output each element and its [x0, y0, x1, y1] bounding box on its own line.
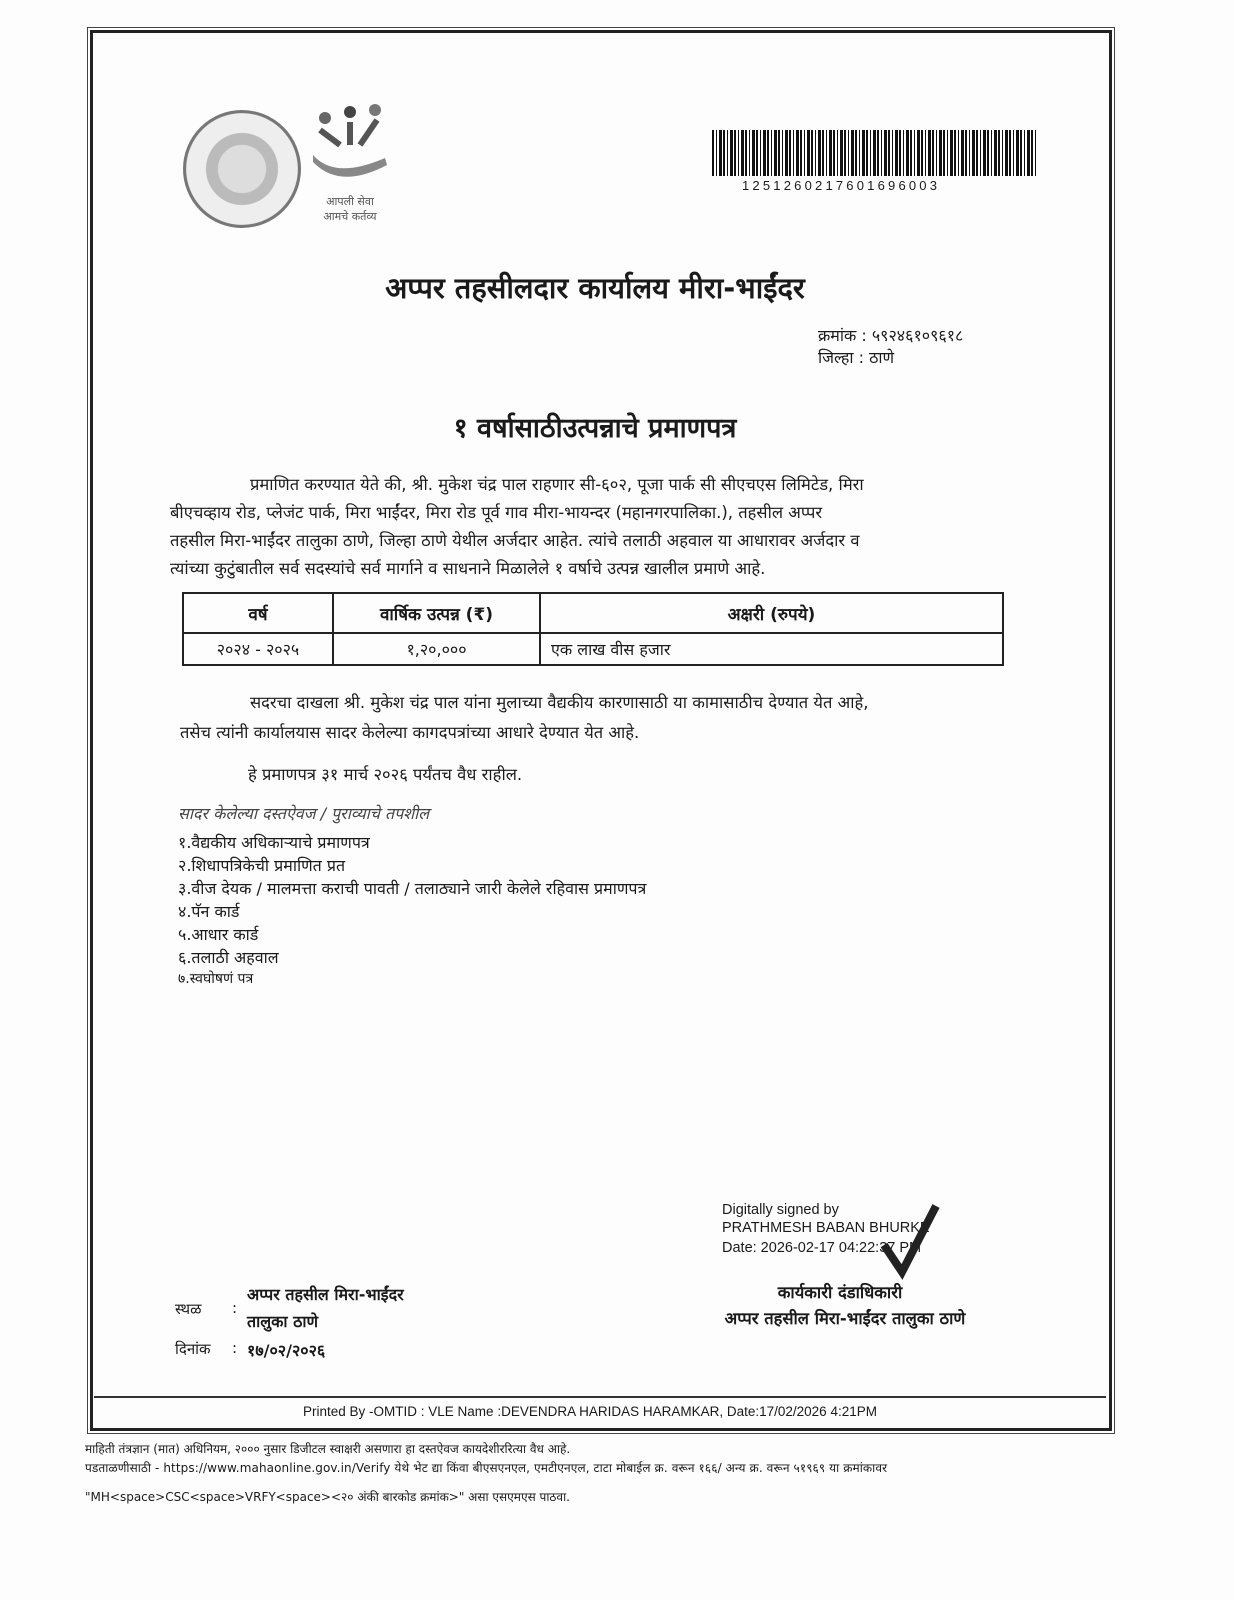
barcode-number: 1251260217601696003 [742, 178, 941, 193]
printed-by: Printed By -OMTID : VLE Name :DEVENDRA HARIDAS HARAMKAR, Date:17/02/2026 4:21PM [303, 1404, 877, 1419]
document-item: २.शिधापत्रिकेची प्रमाणित प्रत [178, 856, 346, 875]
digital-signature-date: Date: 2026-02-17 04:22:37 PM [722, 1240, 922, 1256]
document-item: १.वैद्यकीय अधिकाऱ्याचे प्रमाणपत्र [178, 833, 370, 852]
table-header-row [183, 593, 1003, 633]
designation: कार्यकारी दंडाधिकारी [777, 1283, 903, 1302]
government-seal-icon [183, 110, 301, 228]
footer-legal: माहिती तंत्रज्ञान (मात) अधिनियम, २००० नुसार डिजीटल स्वाक्षरी असणारा हा दस्तऐवज कायदेशीररित्या वैध आहे. [85, 1442, 571, 1456]
cell-year: २०२४ - २०२५ [183, 633, 333, 665]
purpose-line: सदरचा दाखला श्री. मुकेश चंद्र पाल यांना मुलाच्या वैद्यकीय कारणासाठी या कामासाठीच देण्यात येत आहे, [250, 693, 869, 712]
footer-sms: "MH<space>CSC<space>VRFY<space><२० अंकी बारकोड क्रमांक>" असा एसएमएस पाठवा. [85, 1490, 570, 1504]
footer-verify: पडताळणीसाठी - https://www.mahaonline.gov.in/Verify येथे भेट द्या किंवा बीएसएनएल, एमटीएनएल, टाटा मोबाईल क्र. वरून १६६/ अन्य क्र. वरून ५१९६९ या क्रमांकावर [85, 1461, 888, 1475]
document-item: ४.पॅन कार्ड [178, 902, 240, 921]
place-value: अप्पर तहसील मिरा-भाईंदर [247, 1285, 404, 1304]
header-annual-income: वार्षिक उत्पन्न (₹) [333, 593, 540, 633]
office-title: अप्पर तहसीलदार कार्यालय मीरा-भाईंदर [385, 271, 805, 305]
date-value: १७/०२/२०२६ [247, 1341, 326, 1360]
body-line: तहसील मिरा-भाईंदर तालुका ठाणे, जिल्हा ठाणे येथील अर्जदार आहेत. त्यांचे तलाठी अहवाल या आधारावर अर्जदार व [170, 531, 860, 550]
documents-heading: सादर केलेल्या दस्तऐवज / पुराव्याचे तपशील [178, 804, 430, 823]
income-table [182, 592, 1004, 666]
signing-office: अप्पर तहसील मिरा-भाईंदर तालुका ठाणे [724, 1309, 966, 1328]
document-item: ५.आधार कार्ड [178, 925, 259, 944]
place-label: स्थळ [175, 1300, 202, 1318]
header-year: वर्ष [183, 593, 333, 633]
date-colon: : [232, 1339, 238, 1357]
aapli-seva-logo [305, 100, 395, 225]
cell-in-words: एक लाख वीस हजार [540, 633, 1003, 665]
cell-income: १,२०,००० [333, 633, 540, 665]
logo-text-1: आपली सेवा [326, 195, 374, 208]
place-colon: : [232, 1299, 238, 1317]
place-taluka: तालुका ठाणे [247, 1312, 319, 1331]
district: जिल्हा : ठाणे [818, 348, 895, 367]
body-line: त्यांच्या कुटुंबातील सर्व सदस्यांचे सर्व मार्गाने व साधनाने मिळालेले १ वर्षाचे उत्पन्न खालील प्रमाणे आहे. [170, 559, 766, 578]
document-item: ६.तलाठी अहवाल [178, 948, 279, 967]
logo-text-2: आमचे कर्तव्य [323, 210, 377, 223]
document-item: ७.स्वघोषणं पत्र [178, 971, 254, 987]
barcode [712, 130, 1037, 176]
hand-people-icon [305, 100, 395, 190]
document-item: ३.वीज देयक / मालमत्ता कराची पावती / तलाठ्याने जारी केलेले रहिवास प्रमाणपत्र [178, 879, 647, 898]
purpose-line: तसेच त्यांनी कार्यालयास सादर केलेल्या कागदपत्रांच्या आधारे देण्यात येत आहे. [180, 723, 640, 742]
validity-text: हे प्रमाणपत्र ३१ मार्च २०२६ पर्यंतच वैध राहील. [248, 765, 523, 784]
divider [94, 1396, 1106, 1398]
body-line: प्रमाणित करण्यात येते की, श्री. मुकेश चंद्र पाल राहणार सी-६०२, पूजा पार्क सी सीएचएस लिमिटेड, मिरा [250, 475, 864, 494]
body-line: बीएचव्हाय रोड, प्लेजंट पार्क, मिरा भाईंदर, मिरा रोड पूर्व गाव मीरा-भायन्दर (महानगरपालिका.), तहसील अप्पर [170, 503, 823, 522]
certificate-title: १ वर्षासाठीउत्पन्नाचे प्रमाणपत्र [453, 413, 737, 444]
date-label: दिनांक [175, 1340, 211, 1358]
digital-signature-name: PRATHMESH BABAN BHURKE [722, 1220, 930, 1236]
serial-number: क्रमांक : ५९२४६१०९६१८ [818, 326, 964, 345]
table-row [183, 633, 1003, 665]
signature-verified-check-icon [880, 1200, 940, 1280]
header-in-words: अक्षरी (रुपये) [540, 593, 1003, 633]
digital-signature-line1: Digitally signed by [722, 1202, 839, 1218]
